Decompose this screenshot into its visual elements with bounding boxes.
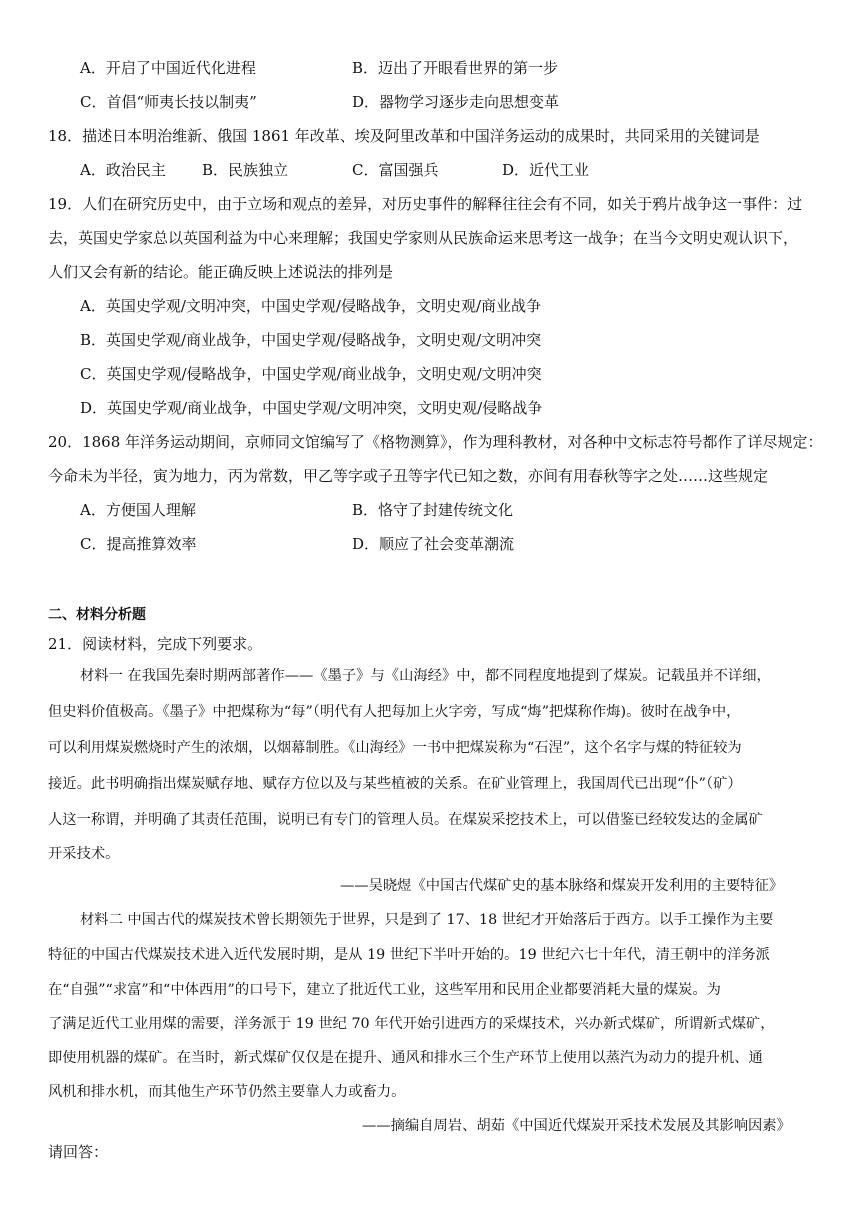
q17-option-c: C．首倡“师夷长技以制夷” bbox=[80, 93, 257, 111]
material1-line-2: 但史料价值极高。《墨子》中把煤称为“每”（明代有人把每加上火字旁，写成“烸”把煤称作烸)。彼时在战争中， bbox=[48, 704, 741, 720]
material2-line-4: 了满足近代工业用煤的需要，洋务派于 19 世纪 70 年代开始引进西方的采煤技术，兴办新式煤矿，所谓新式煤矿， bbox=[48, 1016, 775, 1032]
q18-option-d: D．近代工业 bbox=[502, 161, 590, 179]
q20-option-a: A．方便国人理解 bbox=[80, 501, 196, 519]
q20-option-d: D．顺应了社会变革潮流 bbox=[352, 535, 515, 553]
material2-line-3: 在“自强”“求富”和“中体西用”的口号下，建立了批近代工业，这些军用和民用企业都要消耗大量的煤炭。为 bbox=[48, 982, 721, 998]
q19-stem-line-2: 去，英国史学家总以英国利益为中心来理解；我国史学家则从民族命运来思考这一战争；在当今文明史观认识下， bbox=[48, 229, 799, 247]
q17-option-d: D．器物学习逐步走向思想变革 bbox=[352, 93, 560, 111]
material2-line-5: 即使用机器的煤矿。在当时，新式煤矿仅仅是在提升、通风和排水三个生产环节上使用以蒸汽为动力的提升机、通 bbox=[48, 1050, 763, 1066]
material2-line-2: 特征的中国古代煤炭技术进入近代发展时期，是从 19 世纪下半叶开始的。19 世纪六七十年代，清王朝中的洋务派 bbox=[48, 947, 770, 963]
material1-line-4: 接近。此书明确指出煤炭赋存地、赋存方位以及与某些植被的关系。在矿业管理上，我国周代已出现“仆”（矿） bbox=[48, 776, 742, 792]
material2-line-1: 材料二 中国古代的煤炭技术曾长期领先于世界，只是到了 17、18 世纪才开始落后于西方。以手工操作为主要 bbox=[80, 912, 774, 928]
material1-source: ——吴晓煜《中国古代煤矿史的基本脉络和煤炭开发利用的主要特征》 bbox=[340, 878, 784, 894]
q17-option-b: B．迈出了开眼看世界的第一步 bbox=[352, 59, 559, 77]
material1-line-6: 开采技术。 bbox=[48, 846, 120, 862]
q19-option-c: C．英国史学观/侵略战争，中国史学观/商业战争，文明史观/文明冲突 bbox=[80, 365, 542, 383]
q18-option-c: C．富国强兵 bbox=[352, 161, 439, 179]
material1-line-3: 可以利用煤炭燃烧时产生的浓烟，以烟幕制胜。《山海经》一书中把煤炭称为“石涅”，这个名字与煤的特征较为 bbox=[48, 740, 742, 756]
q19-stem-line-1: 19．人们在研究历史中，由于立场和观点的差异，对历史事件的解释往往会有不同，如关于鸦片战争这一事件：过 bbox=[48, 195, 803, 213]
q20-option-b: B．恪守了封建传统文化 bbox=[352, 501, 514, 519]
q20-option-c: C．提高推算效率 bbox=[80, 535, 197, 553]
material2-line-6: 风机和排水机，而其他生产环节仍然主要靠人力或畜力。 bbox=[48, 1084, 406, 1100]
section-heading: 二、材料分析题 bbox=[48, 607, 146, 623]
q18-option-a: A．政治民主 bbox=[80, 161, 166, 179]
q19-option-d: D．英国史学观/商业战争，中国史学观/文明冲突，文明史观/侵略战争 bbox=[80, 399, 543, 417]
q18-option-b: B．民族独立 bbox=[202, 161, 289, 179]
q20-stem-line-1: 20．1868 年洋务运动期间，京师同文馆编写了《格物测算》，作为理科教材，对各种中文标志符号都作了详尽规定： bbox=[48, 433, 823, 451]
material2-source: ——摘编自周岩、胡茹《中国近代煤炭开采技术发展及其影响因素》 bbox=[362, 1118, 791, 1134]
q17-option-a: A．开启了中国近代化进程 bbox=[80, 59, 256, 77]
answer-prompt: 请回答： bbox=[48, 1143, 109, 1161]
q18-stem: 18．描述日本明治维新、俄国 1861 年改革、埃及阿里改革和中国洋务运动的成果时，共同采用的关键词是 bbox=[48, 127, 760, 145]
q19-option-a: A．英国史学观/文明冲突，中国史学观/侵略战争，文明史观/商业战争 bbox=[80, 297, 541, 315]
q20-stem-line-2: 今命未为半径，寅为地力，丙为常数，甲乙等字或子丑等字代已知之数，亦间有用春秋等字之处……这些规定 bbox=[48, 467, 769, 485]
q19-stem-line-3: 人们又会有新的结论。能正确反映上述说法的排列是 bbox=[48, 263, 394, 281]
material1-line-1: 材料一 在我国先秦时期两部著作——《墨子》与《山海经》中，都不同程度地提到了煤炭。记载虽并不详细， bbox=[80, 668, 771, 684]
material1-line-5: 人这一称谓，并明确了其责任范围，说明已有专门的管理人员。在煤炭采挖技术上，可以借鉴已经较发达的金属矿 bbox=[48, 812, 763, 828]
q19-option-b: B．英国史学观/商业战争，中国史学观/侵略战争，文明史观/文明冲突 bbox=[80, 331, 542, 349]
q21-stem: 21．阅读材料，完成下列要求。 bbox=[48, 635, 263, 653]
